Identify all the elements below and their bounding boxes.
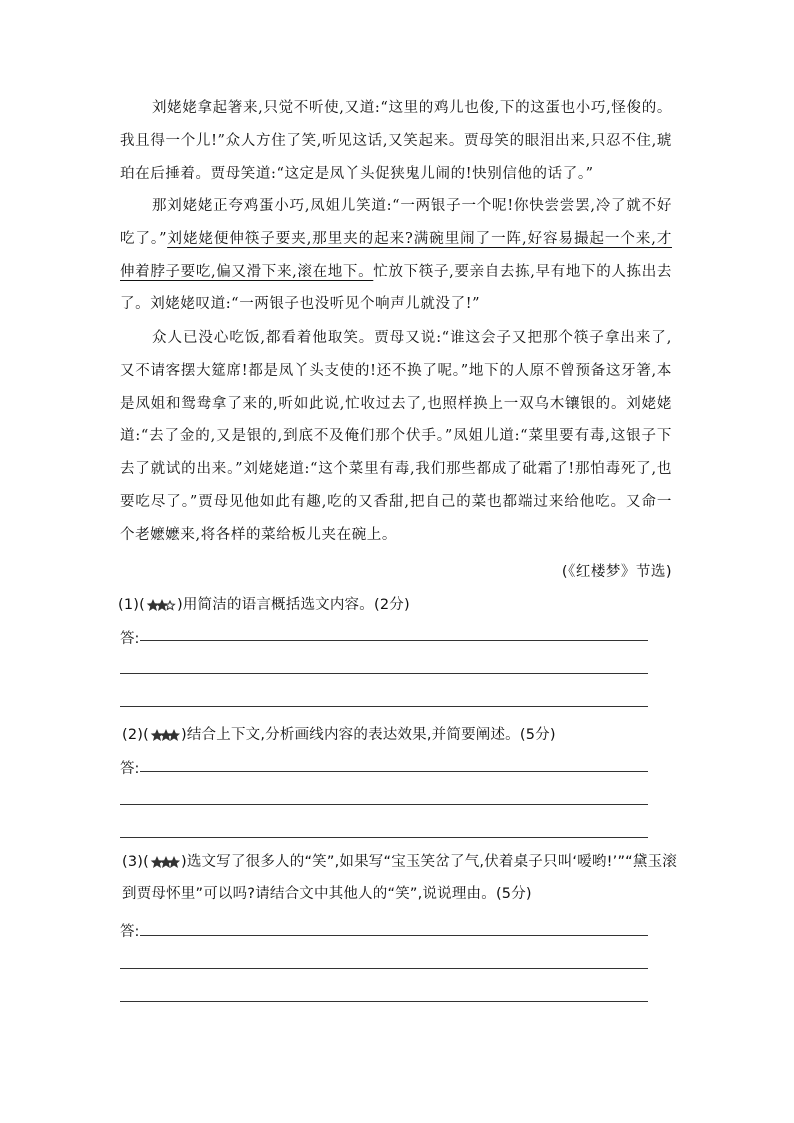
question-number: (3)( bbox=[122, 854, 149, 870]
question-close-paren: ) bbox=[181, 854, 187, 870]
paragraph-text: 忙放下筷子,要亲自去拣,早有地下的人拣出去了。刘姥姥叹道:“一两银子也没听见个响声儿就没了!” bbox=[120, 263, 672, 313]
answer-line[interactable] bbox=[120, 706, 648, 707]
question-text: 选文写了很多人的“笑”,如果写“宝玉笑岔了气,伏着桌子只叫‘嗳哟!’”“黛玉滚到贾母怀里”可以吗?请结合文中其他人的“笑”,说说理由。(5分) bbox=[122, 854, 677, 902]
answer-line[interactable] bbox=[140, 771, 648, 772]
passage-paragraph-1 bbox=[120, 92, 672, 190]
paragraph-text: 众人已没心吃饭,都看着他取笑。贾母又说:“谁这会子又把那个筷子拿出来了,又不请客摆大筵席!都是凤丫头支使的!还不换了呢。”地下的人原不曾预备这牙箸,本是凤姐和鸳鸯拿了来的,听如此说,忙收过去了,也照样换上一双乌木镶银的。刘姥姥道:“去了金的,又是银的,到底不及俺们那个伏手。”凤姐儿道:“菜里要有毒,这银子下去了就试的出来。”刘姥姥道:“这个菜里有毒,我们那些都成了砒霜了!那怕毒死了,也要吃尽了。”贾母见他如此有趣,吃的又香甜,把自己的菜也都端过来给他吃。又命一个老嬷嬷来,将各样的菜给板儿夹在碗上。 bbox=[120, 330, 672, 543]
question-text: 结合上下文,分析画线内容的表达效果,并简要阐述。(5分) bbox=[186, 727, 556, 743]
paragraph-text: 那刘姥姥正夸鸡蛋小巧,凤姐儿笑道:“一两银子一个呢!你快尝尝罢,冷了就不好吃了。” bbox=[120, 198, 672, 247]
passage-paragraph-2 bbox=[120, 190, 672, 321]
answer-line[interactable] bbox=[120, 673, 648, 674]
question-number: (1)( bbox=[118, 597, 145, 613]
source-citation: (《红楼梦》节选) bbox=[561, 564, 672, 580]
question-3 bbox=[122, 846, 678, 910]
passage-paragraph-3 bbox=[120, 322, 672, 552]
difficulty-stars-icon bbox=[150, 728, 180, 742]
difficulty-stars-icon bbox=[150, 855, 180, 869]
question-number: (2)( bbox=[122, 727, 149, 743]
underlined-sentence: 刘姥姥便伸筷子要夹,那里夹的起来?满碗里闹了一阵,好容易撮起一个来,才伸着脖子要吃,偏又滑下来,滚在地下。 bbox=[120, 230, 672, 280]
answer-label: 答: bbox=[120, 761, 140, 777]
answer-line[interactable] bbox=[120, 968, 648, 969]
answer-line[interactable] bbox=[120, 1001, 648, 1002]
answer-line[interactable] bbox=[120, 804, 648, 805]
answer-line[interactable] bbox=[140, 640, 648, 641]
question-1 bbox=[118, 589, 674, 621]
answer-line[interactable] bbox=[140, 935, 648, 936]
answer-label: 答: bbox=[120, 631, 140, 647]
difficulty-stars-icon bbox=[146, 598, 176, 612]
question-close-paren: ) bbox=[181, 727, 187, 743]
paragraph-text: 刘姥姥拿起箸来,只觉不听使,又道:“这里的鸡儿也俊,下的这蛋也小巧,怪俊的。我且得一个儿!”众人方住了笑,听见这话,又笑起来。贾母笑的眼泪出来,只忍不住,琥珀在后捶着。贾母笑道:“这定是凤丫头促狭鬼儿闹的!快别信他的话了。” bbox=[120, 100, 672, 182]
question-2 bbox=[122, 719, 678, 751]
answer-line[interactable] bbox=[120, 837, 648, 838]
question-close-paren: ) bbox=[177, 597, 183, 613]
question-text: 用简洁的语言概括选文内容。(2分) bbox=[182, 597, 410, 613]
answer-label: 答: bbox=[120, 924, 140, 940]
